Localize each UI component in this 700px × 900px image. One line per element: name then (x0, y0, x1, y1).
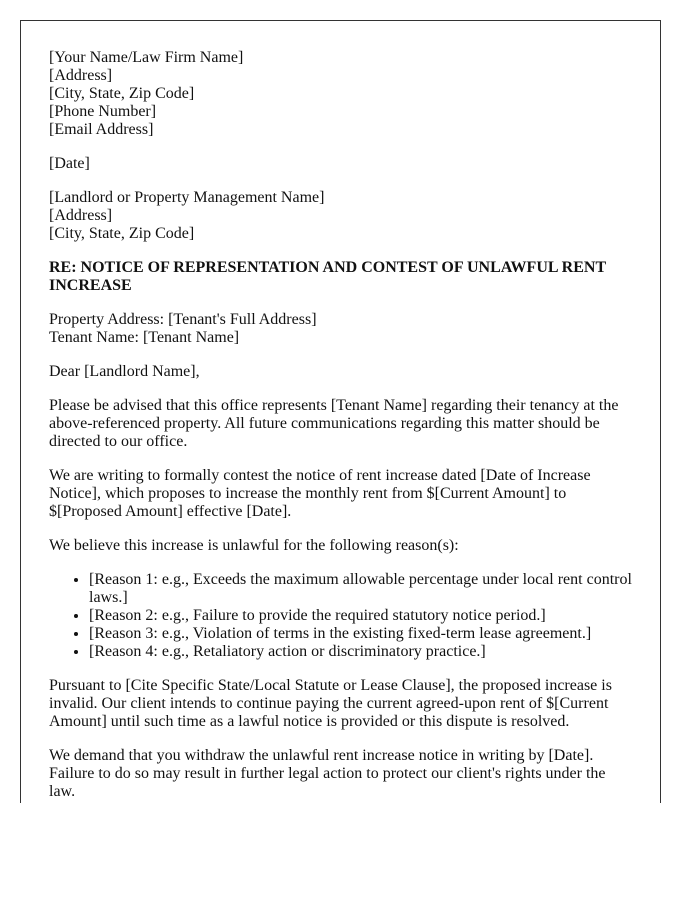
sender-name: [Your Name/Law Firm Name] (49, 49, 244, 66)
reasons-intro: We believe this increase is unlawful for the following reason(s): (49, 537, 459, 554)
reason-item: • [Reason 2: e.g., Failure to provide the required statutory notice period.] (89, 607, 632, 625)
letter-date: [Date] (49, 155, 90, 172)
reason-item: • [Reason 1: e.g., Exceeds the maximum allowable percentage under local rent control laws.] (89, 571, 632, 607)
letter-document (20, 20, 661, 803)
recipient-name: [Landlord or Property Management Name] (49, 189, 325, 206)
subject-heading: RE: NOTICE OF REPRESENTATION AND CONTEST OF UNLAWFUL RENT INCREASE (49, 259, 606, 294)
statute-paragraph: Pursuant to [Cite Specific State/Local Statute or Lease Clause], the proposed increase is invalid. Our client intends to continue paying the current agreed-upon rent of $[Current Amount] until such time as a lawful notice is provided or this dispute is resolved. (49, 677, 612, 730)
sender-city-state-zip: [City, State, Zip Code] (49, 85, 195, 102)
representation-paragraph: Please be advised that this office represents [Tenant Name] regarding their tenancy at the above-referenced property. All future communications regarding this matter should be directed to our office. (49, 397, 619, 450)
sender-phone: [Phone Number] (49, 103, 157, 120)
sender-block (49, 49, 632, 139)
sender-email: [Email Address] (49, 121, 154, 138)
recipient-block (49, 189, 632, 243)
reference-block (49, 311, 632, 347)
salutation: Dear [Landlord Name], (49, 363, 200, 380)
reasons-list (49, 571, 632, 661)
contest-paragraph: We are writing to formally contest the notice of rent increase dated [Date of Increase Notice], which proposes to increase the monthly rent from $[Current Amount] to $[Proposed Amount] effective [Date]. (49, 467, 591, 520)
property-address: Property Address: [Tenant's Full Address] (49, 311, 317, 328)
demand-paragraph: We demand that you withdraw the unlawful rent increase notice in writing by [Date]. Failure to do so may result in further legal action to protect our client's rights under the law. (49, 747, 606, 800)
reason-item: • [Reason 4: e.g., Retaliatory action or discriminatory practice.] (89, 643, 632, 661)
sender-address: [Address] (49, 67, 113, 84)
reason-item: • [Reason 3: e.g., Violation of terms in the existing fixed-term lease agreement.] (89, 625, 632, 643)
date-block (49, 155, 632, 173)
recipient-address: [Address] (49, 207, 113, 224)
tenant-name: Tenant Name: [Tenant Name] (49, 329, 240, 346)
recipient-city-state-zip: [City, State, Zip Code] (49, 225, 195, 242)
